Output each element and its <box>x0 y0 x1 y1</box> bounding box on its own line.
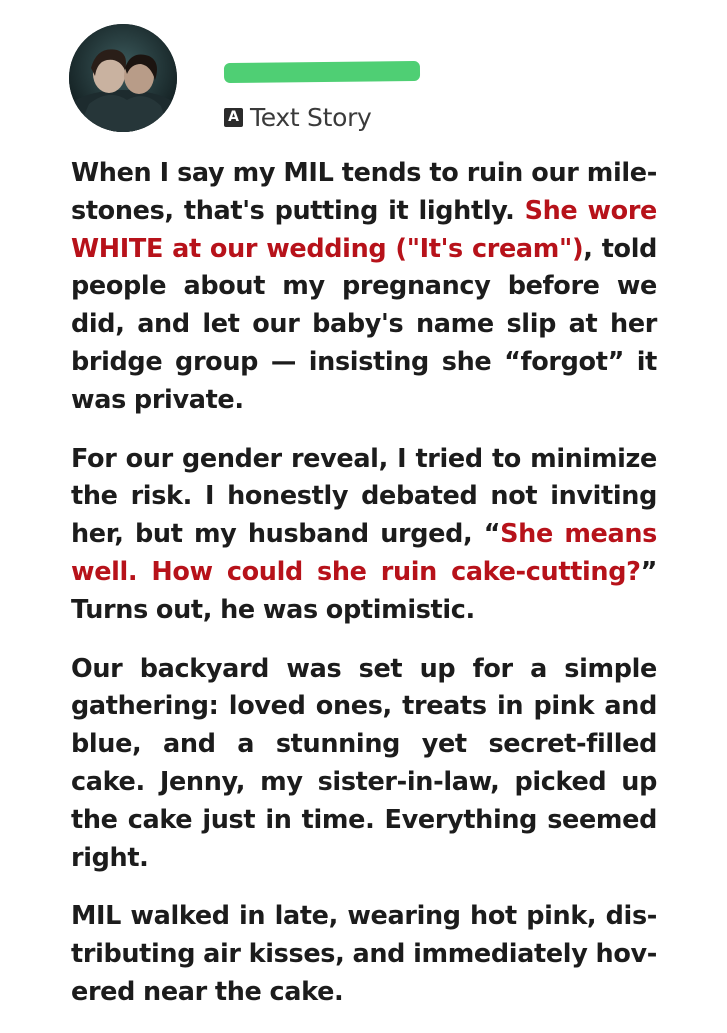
story-paragraph-3: Our backyard was set up for a simple gathering: loved ones, treats in pink and blue, and a stunning yet secret-filled cake. Jenny, my sister-in-law, picked up the cake just in time. Everything seemed right. <box>71 653 657 873</box>
highlight-text: She means well. How could she ruin cake-cutting? <box>71 519 657 587</box>
text-story-icon: A <box>224 108 243 127</box>
username-redacted <box>224 61 420 83</box>
story-paragraph-4: MIL walked in late, wearing hot pink, dis-tributing air kisses, and immediately hov-ered near the cake. <box>71 901 657 1007</box>
avatar-image <box>69 24 177 132</box>
highlight-text: She wore WHITE at our wedding ("It's cream") <box>71 195 658 264</box>
source-tag <box>224 100 372 134</box>
story-paragraph-1: When I say my MIL tends to ruin our mile-stones, that's putting it lightly. She wore WHITE at our wedding ("It's cream"), told people about my pregnancy before we did, and let our baby's name slip at her bridge group — insisting she “forgot” it was private. <box>71 158 658 415</box>
story-paragraph-2: For our gender reveal, I tried to minimize the risk. I honestly debated not inviting her, but my husband urged, “She means well. How could she ruin cake-cutting?” Turns out, he was optimistic. <box>71 443 657 625</box>
story-body <box>71 155 657 1033</box>
source-label: Text Story <box>250 102 372 132</box>
story-header <box>0 0 727 150</box>
avatar[interactable] <box>69 24 177 132</box>
